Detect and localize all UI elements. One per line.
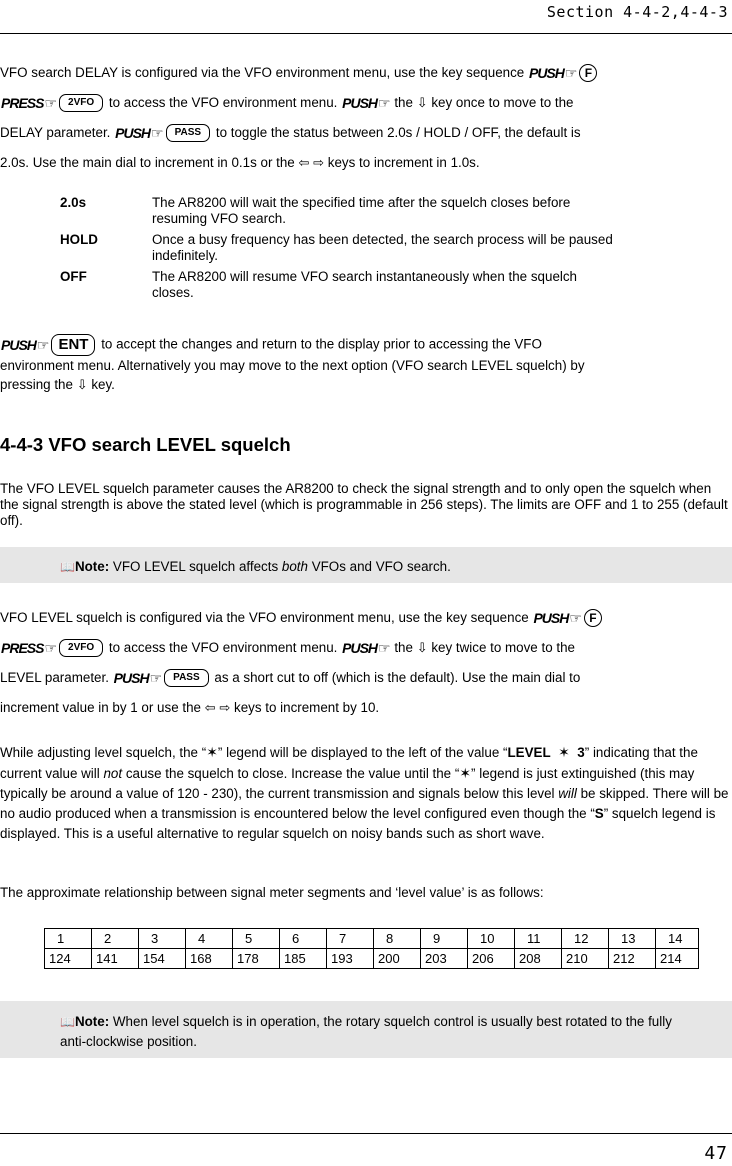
2vfo-key-icon: 2VFO <box>59 639 103 657</box>
text: keys to increment by 10. <box>234 699 380 715</box>
text: to access the VFO environment menu. <box>108 639 338 655</box>
note-book-icon: 📖 <box>60 1015 75 1029</box>
pass-key-icon: PASS <box>166 124 211 142</box>
level-config-paragraph <box>0 603 730 722</box>
table-cell: 7 <box>327 929 374 949</box>
level-table <box>44 928 699 969</box>
f-key-icon: F <box>579 64 597 82</box>
definition-row <box>60 232 660 269</box>
text: cause the squelch to close. Increase the value until the “ <box>125 766 460 781</box>
text: indicating that the current value will <box>0 745 698 781</box>
table-cell: 154 <box>139 949 186 969</box>
text: ” <box>471 766 476 781</box>
f-key-icon: F <box>584 609 602 627</box>
star-legend-icon: ✶ <box>558 744 570 760</box>
text: VFO LEVEL squelch is configured via the VFO environment menu, use the key sequence <box>0 610 529 625</box>
table-cell: 6 <box>280 929 327 949</box>
definition-row <box>60 195 660 232</box>
table-cell: 203 <box>421 949 468 969</box>
segment-row <box>45 929 699 949</box>
text: to accept the changes and return to the display prior to accessing the VFO <box>101 336 542 352</box>
section-reference: Section 4-4-2,4-4-3 <box>546 3 728 21</box>
left-arrow-icon: ⇦ <box>204 699 216 715</box>
push-key-icon: PUSH ☞ <box>115 119 162 148</box>
table-cell: 141 <box>92 949 139 969</box>
definition-description: The AR8200 will wait the specified time after the squelch closes before resuming VFO search. <box>152 195 571 226</box>
note-box <box>0 547 732 583</box>
table-cell: 200 <box>374 949 421 969</box>
text: VFO search DELAY is configured via the VFO environment menu, use the key sequence <box>0 65 525 80</box>
text: When level squelch is in operation, the rotary squelch control is usually best rotated to the fully anti-clockwise position. <box>60 1014 672 1049</box>
note-label: Note: <box>74 559 110 574</box>
down-arrow-icon: ⇩ <box>416 94 428 110</box>
push-key-icon: PUSH ☞ <box>342 634 389 663</box>
text: ” <box>584 745 590 760</box>
table-cell: 212 <box>609 949 656 969</box>
table-cell: 168 <box>186 949 233 969</box>
table-cell: 11 <box>515 929 562 949</box>
table-cell: 214 <box>656 949 699 969</box>
down-arrow-icon: ⇩ <box>76 377 88 392</box>
text: increment value in by 1 or use the <box>0 699 201 715</box>
table-cell: 178 <box>233 949 280 969</box>
level-legend: LEVEL <box>507 745 551 760</box>
right-arrow-icon: ⇨ <box>219 699 231 715</box>
table-cell: 8 <box>374 929 421 949</box>
table-cell: 185 <box>280 949 327 969</box>
table-cell: 2 <box>92 929 139 949</box>
note-text <box>60 557 680 577</box>
definition-term: HOLD <box>60 232 98 247</box>
table-cell: 124 <box>45 949 92 969</box>
star-legend-icon: ✶ <box>206 744 218 760</box>
right-arrow-icon: ⇨ <box>313 154 325 170</box>
text: While adjusting level squelch, the “ <box>0 745 207 760</box>
text: keys to increment in 1.0s. <box>327 154 480 170</box>
section-title: 4-4-3 VFO search LEVEL squelch <box>0 434 291 455</box>
note-book-icon: 📖 <box>60 560 75 574</box>
table-cell: 1 <box>45 929 92 949</box>
delay-options-list <box>60 195 660 306</box>
star-legend-icon: ✶ <box>459 765 472 781</box>
note-box <box>0 1001 732 1058</box>
text: environment menu. Alternatively you may move to the next option (VFO search LEVEL squelch) by <box>0 358 585 373</box>
table-cell: 9 <box>421 929 468 949</box>
table-cell: 12 <box>562 929 609 949</box>
definition-term: 2.0s <box>60 195 87 210</box>
text: key. <box>91 377 115 392</box>
text: be skipped. There will be no audio produced when a transmission is encountered below the level configured even though the “ <box>0 786 729 821</box>
push-key-icon: PUSH ☞ <box>533 604 580 633</box>
text: VFOs and VFO search. <box>311 559 451 574</box>
text: pressing the <box>0 377 73 392</box>
page-number: 47 <box>704 1143 728 1164</box>
text: VFO LEVEL squelch affects <box>112 559 279 574</box>
definition-description: Once a busy frequency has been detected, the search process will be paused indefinitely. <box>152 232 613 263</box>
text: DELAY parameter. <box>0 124 111 140</box>
press-key-icon: PRESS ☞ <box>1 634 56 663</box>
text: LEVEL parameter. <box>0 669 109 685</box>
text: to toggle the status between 2.0s / HOLD / OFF, the default is <box>215 124 581 140</box>
text: the <box>394 639 413 655</box>
table-cell: 10 <box>468 929 515 949</box>
text: ” legend will be displayed to the left of the value “ <box>217 745 508 760</box>
text: 2.0s. Use the main dial to increment in 0.1s or the <box>0 154 295 170</box>
text: key twice to move to the <box>431 639 575 655</box>
text: the <box>394 94 413 110</box>
definition-term: OFF <box>60 269 87 284</box>
table-cell: 210 <box>562 949 609 969</box>
push-key-icon: PUSH ☞ <box>342 89 389 118</box>
table-cell: 3 <box>139 929 186 949</box>
left-arrow-icon: ⇦ <box>298 154 310 170</box>
relationship-paragraph: The approximate relationship between signal meter segments and ‘level value’ is as follows: <box>0 885 544 900</box>
emphasis: both <box>281 559 308 574</box>
text: ” squelch legend is displayed. This is a useful alternative to regular squelch on noisy bands such as short wave. <box>0 806 716 841</box>
down-arrow-icon: ⇩ <box>416 639 428 655</box>
push-key-icon: PUSH ☞ <box>529 59 576 88</box>
text: key once to move to the <box>431 94 574 110</box>
note-text <box>60 1012 680 1051</box>
value-row <box>45 949 699 969</box>
table-cell: 5 <box>233 929 280 949</box>
table-cell: 206 <box>468 949 515 969</box>
ent-key-icon: ENT <box>51 334 95 356</box>
level-intro-paragraph: The VFO LEVEL squelch parameter causes the AR8200 to check the signal strength and to only open the squelch when the signal strength is above the stated level (which is programmable in 256 steps). The limits are OFF and 1 to 255 (default off). <box>0 481 728 528</box>
table-cell: 13 <box>609 929 656 949</box>
table-cell: 4 <box>186 929 233 949</box>
text: as a short cut to off (which is the default). Use the main dial to <box>214 669 581 685</box>
definition-row <box>60 269 660 306</box>
push-key-icon: PUSH ☞ <box>114 664 161 693</box>
press-key-icon: PRESS ☞ <box>1 89 56 118</box>
table-cell: 208 <box>515 949 562 969</box>
text: legend is just extinguished (this may typically be around a value of 120 - 230), the current transmission and signals below this level <box>0 766 695 801</box>
table-cell: 14 <box>656 929 699 949</box>
squelch-legend: S <box>594 806 604 821</box>
level-legend-paragraph <box>0 742 730 844</box>
page-footer <box>0 1133 732 1164</box>
text: to access the VFO environment menu. <box>108 94 338 110</box>
page-header <box>0 0 732 34</box>
delay-paragraph <box>0 58 730 177</box>
pass-key-icon: PASS <box>164 669 209 687</box>
accept-paragraph <box>0 334 730 394</box>
emphasis: will <box>558 786 577 801</box>
level-value: 3 <box>577 745 585 760</box>
push-key-icon: PUSH ☞ <box>1 336 48 355</box>
emphasis: not <box>103 766 123 781</box>
2vfo-key-icon: 2VFO <box>59 94 103 112</box>
definition-description: The AR8200 will resume VFO search instantaneously when the squelch closes. <box>152 269 578 300</box>
note-label: Note: <box>74 1014 110 1029</box>
table-cell: 193 <box>327 949 374 969</box>
